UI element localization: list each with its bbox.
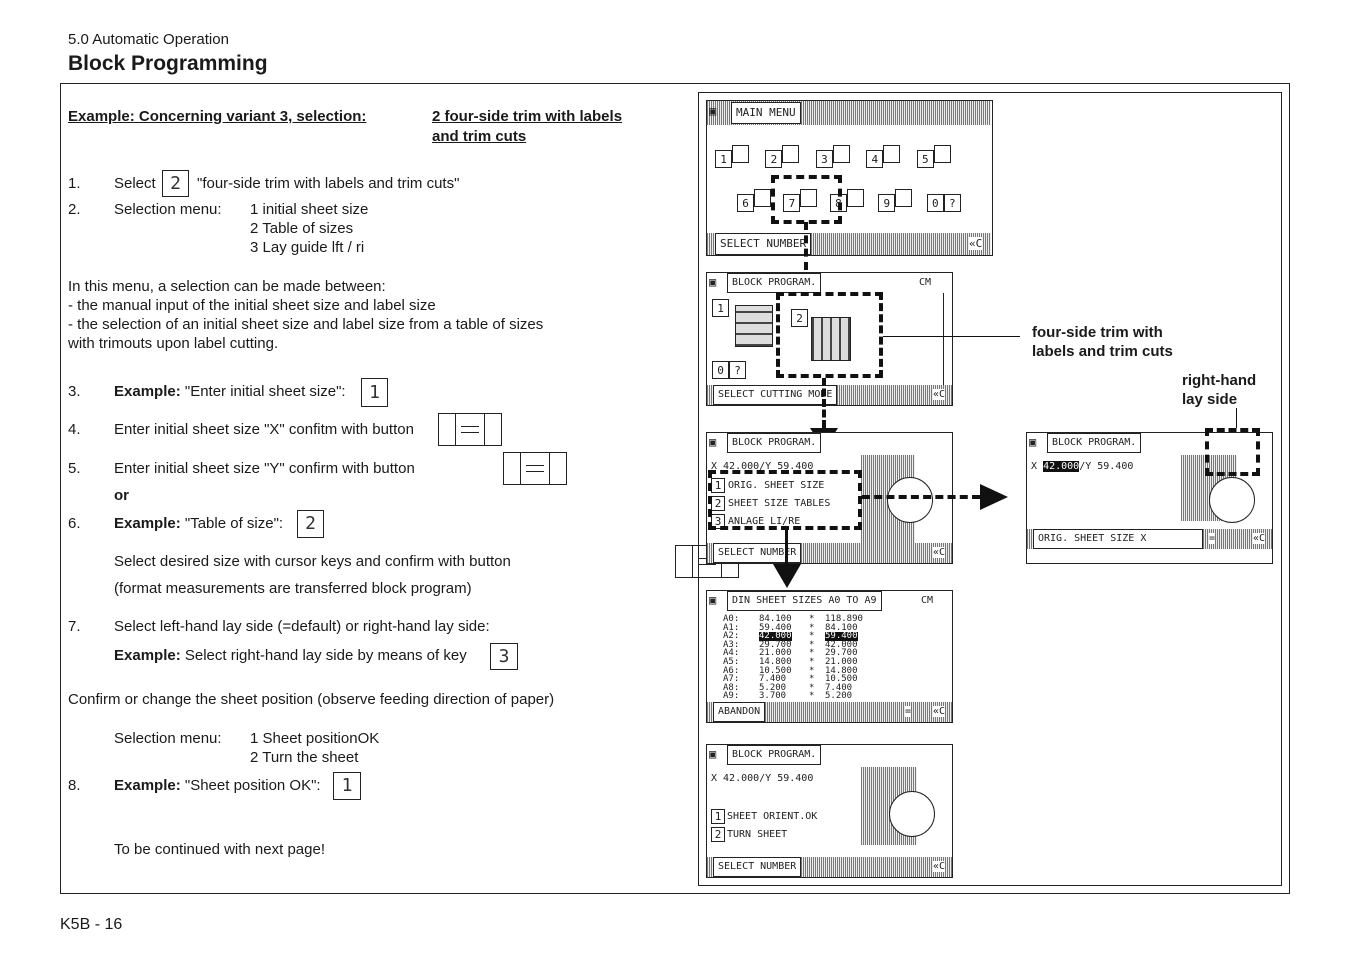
clear-key[interactable]: «C [933, 547, 946, 558]
step-6-number: 6. [68, 515, 81, 532]
menu-option-3: 3 Lay guide lft / ri [250, 239, 365, 256]
cell-x: 21.000 [759, 648, 792, 659]
step-4-text: Enter initial sheet size "X" confitm with button [114, 421, 414, 438]
cell-y: 59.400 [825, 631, 858, 642]
cell-x: 10.500 [759, 665, 792, 676]
selection-line-2: and trim cuts [432, 128, 527, 145]
connector-line [862, 495, 980, 499]
cell-name: A7: [723, 674, 740, 685]
din-sizes-screen [706, 590, 953, 723]
magnifier-icon [887, 477, 933, 523]
equals-key[interactable]: = [905, 706, 912, 717]
highlight-option-2 [776, 292, 883, 378]
scrollbar[interactable] [943, 293, 952, 385]
step-3-bold: Example: [114, 383, 181, 400]
table-icon: ▣ [709, 593, 717, 607]
confirm-position-text: Confirm or change the sheet position (observe feeding direction of paper) [68, 691, 555, 708]
book-icon: ▣ [709, 104, 717, 118]
screen-title: BLOCK PROGRAM. [727, 745, 821, 765]
highlight-menu-items [708, 470, 862, 530]
confirm-button-icon [503, 452, 567, 485]
menu-keys-row-1 [715, 145, 951, 168]
connector-line [822, 378, 826, 428]
table-row[interactable] [715, 692, 905, 701]
cell-separator: * [809, 691, 815, 702]
blank-icon [782, 145, 799, 163]
menu-key-9[interactable]: 9 [878, 194, 895, 212]
item-3-key[interactable]: 3 [711, 514, 725, 529]
cell-x: 5.200 [759, 682, 787, 693]
blank-icon [934, 145, 951, 163]
option-1-key[interactable]: 1 [711, 809, 725, 824]
screen-title: BLOCK PROGRAM. [1047, 433, 1141, 453]
menu-line-1: - the manual input of the initial sheet size and label size [68, 297, 436, 314]
cell-separator: * [809, 682, 815, 693]
item-1-key[interactable]: 1 [711, 478, 725, 493]
unit-label: CM [921, 595, 934, 606]
clear-key[interactable]: «C [969, 237, 983, 250]
cell-name: A2: [723, 631, 740, 642]
callout-line [883, 336, 1020, 337]
blank-icon [847, 189, 864, 207]
cell-y: 7.400 [825, 682, 853, 693]
or-text: or [114, 487, 129, 504]
menu-key-6[interactable]: 6 [737, 194, 754, 212]
menu-line-2: - the selection of an initial sheet size and label size from a table of sizes [68, 316, 544, 333]
sheet-menu-option-2: 2 Turn the sheet [250, 749, 359, 766]
cell-y: 10.500 [825, 674, 858, 685]
sizes-table [715, 615, 905, 701]
cell-x: 14.800 [759, 656, 792, 667]
cell-x: 29.700 [759, 639, 792, 650]
status-text: SELECT NUMBER [713, 543, 801, 563]
arrow-down-icon [773, 564, 801, 588]
xy-readout: X 42.000/Y 59.400 [711, 773, 814, 784]
help-key[interactable]: ? [729, 361, 746, 379]
menu-key-7[interactable]: 7 [783, 194, 800, 212]
cell-name: A1: [723, 622, 740, 633]
block-icon: ▣ [1029, 435, 1037, 449]
cell-y: 14.800 [825, 665, 858, 676]
cell-separator: * [809, 648, 815, 659]
continued-note: To be continued with next page! [114, 841, 325, 858]
cell-y: 21.000 [825, 656, 858, 667]
confirm-button-icon [438, 413, 502, 446]
step-8-number: 8. [68, 777, 81, 794]
step-2-label: Selection menu: [114, 201, 222, 218]
menu-key-8[interactable]: 8 [830, 194, 847, 212]
option-0-key[interactable]: 0 [712, 361, 729, 379]
block-icon: ▣ [709, 747, 717, 761]
option-2-key[interactable]: 2 [711, 827, 725, 842]
item-sheet-size-tables[interactable]: SHEET SIZE TABLES [728, 498, 831, 509]
status-text: SELECT CUTTING MODE [713, 385, 837, 405]
step-4-number: 4. [68, 421, 81, 438]
help-key[interactable]: ? [944, 194, 961, 212]
cell-name: A6: [723, 665, 740, 676]
step-6-sub-2: (format measurements are transferred block program) [114, 580, 472, 597]
selection-line-1: 2 four-side trim with labels [432, 108, 623, 125]
magnifier-icon [889, 791, 935, 837]
menu-key-3[interactable]: 3 [816, 150, 833, 168]
section-heading: 5.0 Automatic Operation [68, 31, 229, 48]
clear-key[interactable]: «C [1253, 533, 1266, 544]
step-8-text: "Sheet position OK": [184, 777, 321, 794]
connector-line [804, 222, 808, 270]
main-menu-screen [706, 100, 993, 256]
cell-y: 5.200 [825, 691, 853, 702]
y-readout: /Y 59.400 [1079, 461, 1134, 472]
menu-key-4[interactable]: 4 [866, 150, 883, 168]
highlight-key-7 [771, 175, 842, 224]
item-lay-guide[interactable]: ANLAGE LI/RE [728, 516, 801, 527]
clear-key[interactable]: «C [933, 706, 946, 717]
sheet-orient-ok[interactable]: SHEET ORIENT.OK [727, 811, 818, 822]
clear-key[interactable]: «C [933, 389, 946, 400]
turn-sheet[interactable]: TURN SHEET [727, 829, 788, 840]
menu-option-1: 1 initial sheet size [250, 201, 369, 218]
label-icon [754, 189, 771, 207]
cell-y: 29.700 [825, 648, 858, 659]
menu-key-1[interactable]: 1 [715, 150, 732, 168]
block-icon: ▣ [709, 275, 717, 289]
cell-y: 118.890 [825, 614, 863, 624]
step-1-text: Select [114, 175, 156, 192]
cell-x: 7.400 [759, 674, 787, 685]
menu-option-2: 2 Table of sizes [250, 220, 354, 237]
cell-y: 42.000 [825, 639, 858, 650]
equals-key[interactable]: = [1209, 533, 1216, 544]
highlight-lay-side [1205, 428, 1260, 476]
step-7-number: 7. [68, 618, 81, 635]
main-menu-title: MAIN MENU [731, 102, 801, 124]
key-2-icon: 2 [162, 170, 189, 197]
option-2-key[interactable]: 2 [791, 309, 808, 327]
status-text: SELECT NUMBER [715, 233, 811, 255]
callout-lay-1: right-hand [1182, 372, 1257, 389]
clear-key[interactable]: «C [933, 861, 946, 872]
key-2-icon: 2 [297, 510, 324, 538]
step-2-number: 2. [68, 201, 81, 218]
cell-separator: * [809, 656, 815, 667]
step-7-text: Select left-hand lay side (=default) or right-hand lay side: [114, 618, 490, 635]
step-6-text: "Table of size": [184, 515, 284, 532]
callout-line [1236, 408, 1237, 428]
step-8-bold: Example: [114, 777, 181, 794]
cell-x: 84.100 [759, 614, 792, 624]
cell-x: 59.400 [759, 622, 792, 633]
step-7-text-2: Select right-hand lay side by means of key [184, 647, 467, 664]
cell-name: A8: [723, 682, 740, 693]
item-2-key[interactable]: 2 [711, 496, 725, 511]
xy-readout: X 42.000/Y 59.400 [711, 461, 814, 472]
cell-separator: * [809, 639, 815, 650]
xy-readout [1031, 461, 1133, 472]
callout-trim-2: labels and trim cuts [1032, 343, 1173, 360]
cut-icon [732, 145, 749, 163]
callout-lay-2: lay side [1182, 391, 1238, 408]
menu-key-5[interactable]: 5 [917, 150, 934, 168]
step-6-bold: Example: [114, 515, 181, 532]
key-3-icon: 3 [490, 643, 518, 670]
step-5-number: 5. [68, 460, 81, 477]
menu-line-3: with trimouts upon label cutting. [68, 335, 279, 352]
screen-title: DIN SHEET SIZES A0 TO A9 [727, 591, 882, 611]
menu-key-2[interactable]: 2 [765, 150, 782, 168]
blank-icon [895, 189, 912, 207]
cell-name: A0: [723, 614, 740, 624]
cell-separator: * [809, 674, 815, 685]
cell-x: 42.000 [759, 631, 792, 642]
status-text[interactable]: ABANDON [713, 702, 765, 722]
step-6-sub-1: Select desired size with cursor keys and confirm with button [114, 553, 511, 570]
sheet-menu-option-1: 1 Sheet positionOK [250, 730, 380, 747]
step-7-bold: Example: [114, 647, 181, 664]
step-1-number: 1. [68, 175, 81, 192]
option-1-key[interactable]: 1 [712, 299, 729, 317]
step-3-number: 3. [68, 383, 81, 400]
menu-key-0[interactable]: 0 [927, 194, 944, 212]
block-program-screen-4 [706, 744, 953, 878]
unit-label: CM [919, 277, 932, 288]
magnifier-icon [1209, 477, 1255, 523]
cell-name: A5: [723, 656, 740, 667]
status-text: ORIG. SHEET SIZE X [1033, 529, 1203, 549]
cell-separator: * [809, 614, 815, 624]
cell-name: A9: [723, 691, 740, 702]
screen-title: BLOCK PROGRAM. [727, 273, 821, 293]
cell-y: 84.100 [825, 622, 858, 633]
key-1-icon: 1 [333, 772, 361, 800]
connector-line [785, 530, 788, 564]
tools-icon [883, 145, 900, 163]
item-orig-sheet-size[interactable]: ORIG. SHEET SIZE [728, 480, 825, 491]
screen-title: BLOCK PROGRAM. [727, 433, 821, 453]
page-title: Block Programming [68, 52, 268, 75]
menu-intro: In this menu, a selection can be made between: [68, 278, 386, 295]
callout-trim-1: four-side trim with [1032, 324, 1163, 341]
cell-name: A3: [723, 639, 740, 650]
block-icon: ▣ [709, 435, 717, 449]
status-text: SELECT NUMBER [713, 857, 801, 877]
arrow-right-icon [980, 484, 1008, 510]
page-number: K5B - 16 [60, 916, 123, 933]
x-value-input[interactable]: 42.000 [1043, 461, 1080, 472]
step-5-text: Enter initial sheet size "Y" confirm with button [114, 460, 415, 477]
example-label: Example: Concerning variant 3, selection: [68, 108, 367, 125]
trim-diagram-icon [735, 305, 773, 347]
x-prefix: X [1031, 461, 1038, 472]
program-icon [833, 145, 850, 163]
cell-x: 3.700 [759, 691, 787, 702]
step-1-description: "four-side trim with labels and trim cuts" [197, 175, 460, 192]
key-1-icon: 1 [361, 378, 388, 407]
cell-separator: * [809, 622, 815, 633]
selection-menu-label: Selection menu: [114, 730, 222, 747]
step-3-text: "Enter initial sheet size": [184, 383, 346, 400]
cell-separator: * [809, 665, 815, 676]
cell-separator: * [809, 631, 815, 642]
cell-name: A4: [723, 648, 740, 659]
